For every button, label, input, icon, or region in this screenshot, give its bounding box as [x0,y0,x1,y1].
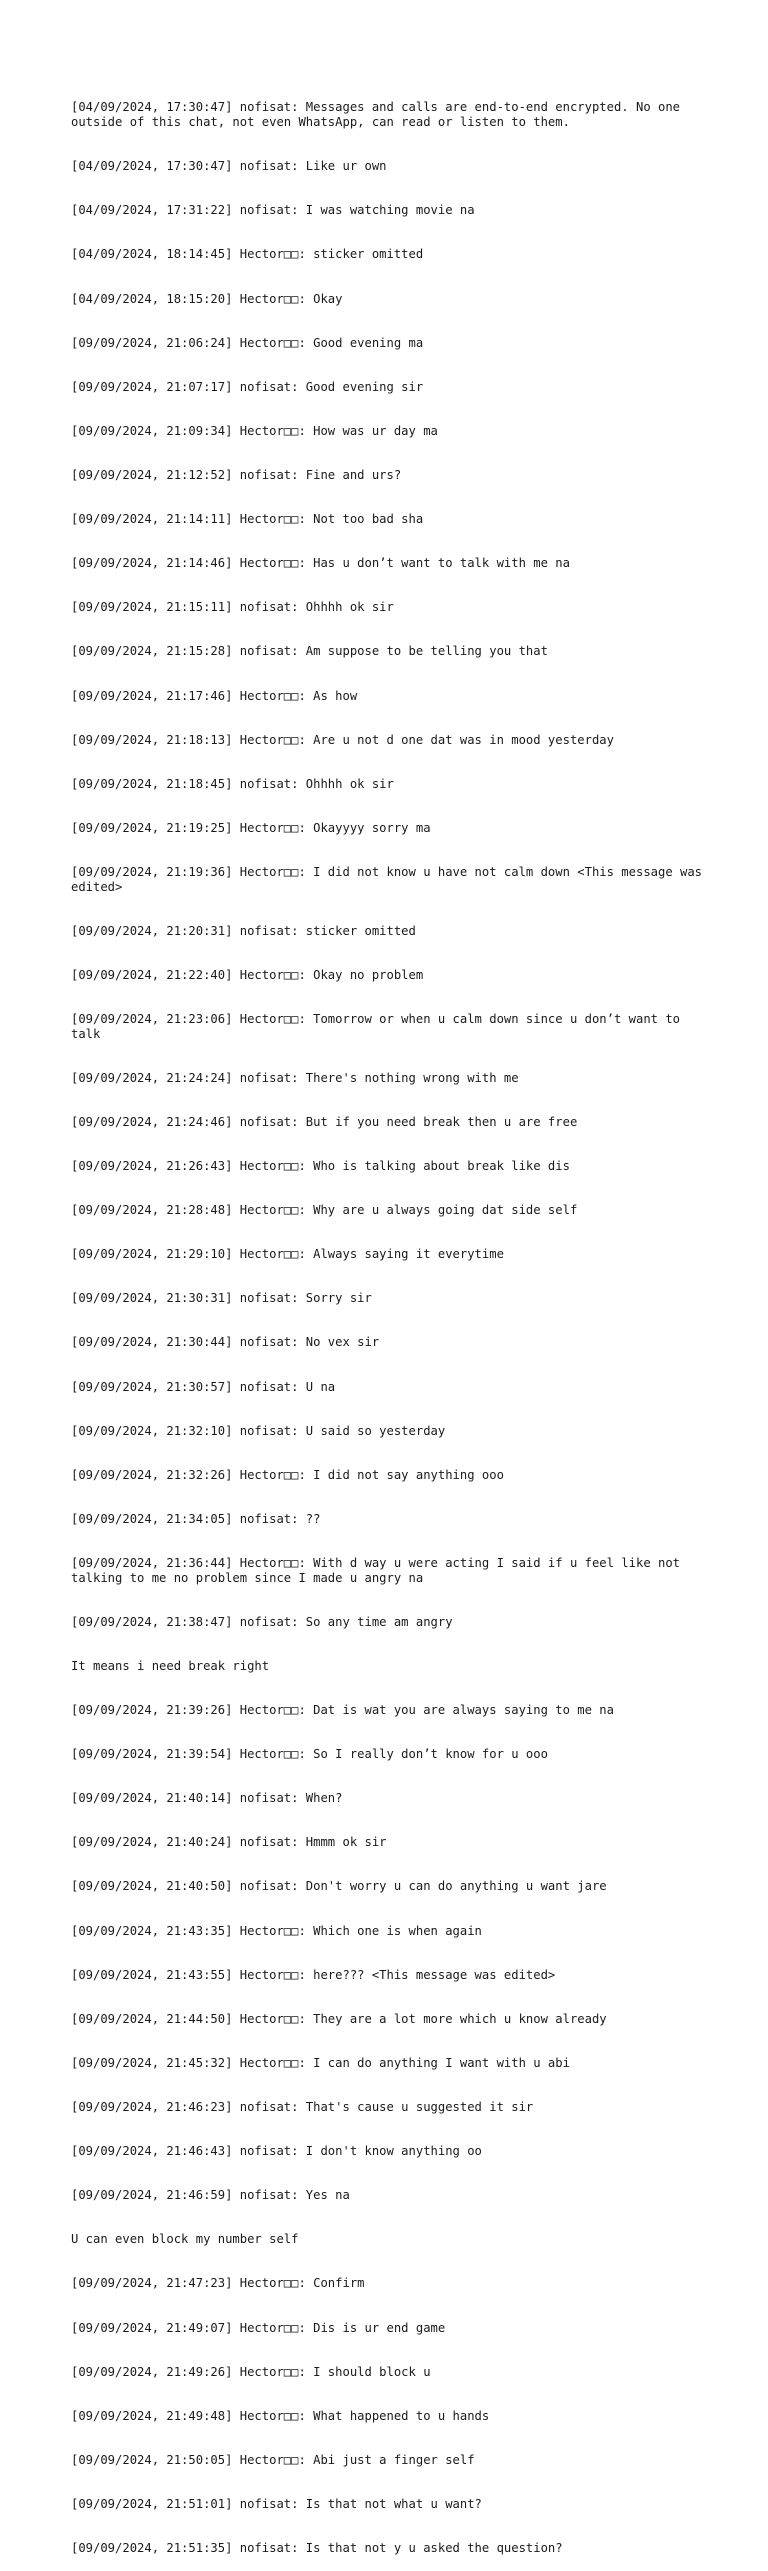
transcript-line: [04/09/2024, 17:31:22] nofisat: I was watching movie na [71,203,475,218]
transcript-line: [09/09/2024, 21:45:32] Hector□□: I can do anything I want with u abi [71,2055,570,2070]
transcript-line: [09/09/2024, 21:14:11] Hector□□: Not too bad sha [71,512,424,527]
transcript-line: [09/09/2024, 21:49:07] Hector□□: Dis is ur end game [71,2320,446,2335]
transcript-line: [09/09/2024, 21:39:54] Hector□□: So I really don’t know for u ooo [71,1747,548,1762]
transcript-line: [09/09/2024, 21:19:25] Hector□□: Okayyyy sorry ma [71,820,431,835]
transcript-line: [09/09/2024, 21:18:45] nofisat: Ohhhh ok sir [71,776,394,791]
transcript-line: [09/09/2024, 21:28:48] Hector□□: Why are u always going dat side self [71,1203,578,1218]
transcript-line: [09/09/2024, 21:32:26] Hector□□: I did not say anything ooo [71,1467,504,1482]
transcript-line: [09/09/2024, 21:12:52] nofisat: Fine and urs? [71,467,402,482]
transcript-line: [09/09/2024, 21:40:14] nofisat: When? [71,1791,343,1806]
transcript-line: [09/09/2024, 21:46:59] nofisat: Yes na [71,2188,350,2203]
transcript-line: [09/09/2024, 21:43:35] Hector□□: Which one is when again [71,1923,482,1938]
transcript-line: [09/09/2024, 21:38:47] nofisat: So any time am angry [71,1614,453,1629]
transcript-line: [09/09/2024, 21:44:50] Hector□□: They are a lot more which u know already [71,2011,607,2026]
transcript-line: [09/09/2024, 21:43:55] Hector□□: here??? <This message was edited> [71,1967,556,1982]
transcript-line: [09/09/2024, 21:30:31] nofisat: Sorry sir [71,1291,372,1306]
transcript-line: [09/09/2024, 21:20:31] nofisat: sticker omitted [71,923,416,938]
transcript-line: [09/09/2024, 21:51:35] nofisat: Is that not y u asked the question? [71,2541,563,2556]
transcript-line: [09/09/2024, 21:30:57] nofisat: U na [71,1379,336,1394]
transcript-line: [09/09/2024, 21:46:23] nofisat: That's cause u suggested it sir [71,2100,534,2115]
transcript-line: [09/09/2024, 21:50:05] Hector□□: Abi just a finger self [71,2452,475,2467]
transcript-line: [09/09/2024, 21:39:26] Hector□□: Dat is wat you are always saying to me na [71,1703,614,1718]
transcript-line: [09/09/2024, 21:49:48] Hector□□: What happened to u hands [71,2408,490,2423]
transcript-line: [09/09/2024, 21:47:23] Hector□□: Confirm [71,2276,365,2291]
transcript-line: [09/09/2024, 21:24:46] nofisat: But if you need break then u are free [71,1114,578,1129]
transcript-line: [09/09/2024, 21:40:50] nofisat: Don't worry u can do anything u want jare [71,1879,607,1894]
chat-transcript [71,71,711,2571]
transcript-line: [04/09/2024, 18:14:45] Hector□□: sticker omitted [71,247,424,262]
transcript-line: It means i need break right [71,1658,270,1673]
transcript-line: [09/09/2024, 21:26:43] Hector□□: Who is talking about break like dis [71,1159,570,1174]
transcript-line: [09/09/2024, 21:34:05] nofisat: ?? [71,1511,321,1526]
transcript-line: [09/09/2024, 21:14:46] Hector□□: Has u don’t want to talk with me na [71,556,570,571]
transcript-line: [09/09/2024, 21:32:10] nofisat: U said so yesterday [71,1423,446,1438]
transcript-line: [09/09/2024, 21:15:11] nofisat: Ohhhh ok sir [71,600,394,615]
transcript-line: [09/09/2024, 21:18:13] Hector□□: Are u not d one dat was in mood yesterday [71,732,614,747]
transcript-line: [09/09/2024, 21:24:24] nofisat: There's nothing wrong with me [71,1070,519,1085]
transcript-line: [09/09/2024, 21:23:06] Hector□□: Tomorrow or when u calm down since u don’t want to talk [71,1012,688,1041]
transcript-line: [09/09/2024, 21:15:28] nofisat: Am suppose to be telling you that [71,644,548,659]
transcript-line: [04/09/2024, 17:30:47] nofisat: Messages and calls are end-to-end encrypted. No one outside of this chat, not even WhatsApp, can read or listen to them. [71,100,688,130]
transcript-line: [09/09/2024, 21:07:17] nofisat: Good evening sir [71,379,424,394]
transcript-line: [09/09/2024, 21:22:40] Hector□□: Okay no problem [71,967,424,982]
transcript-line: [09/09/2024, 21:29:10] Hector□□: Always saying it everytime [71,1247,504,1262]
transcript-line: [09/09/2024, 21:46:43] nofisat: I don't know anything oo [71,2144,482,2159]
transcript-line: [09/09/2024, 21:06:24] Hector□□: Good evening ma [71,335,424,350]
transcript-line: [09/09/2024, 21:30:44] nofisat: No vex sir [71,1335,380,1350]
transcript-line: [09/09/2024, 21:17:46] Hector□□: As how [71,688,358,703]
transcript-line: [09/09/2024, 21:09:34] Hector□□: How was ur day ma [71,423,438,438]
transcript-line: [04/09/2024, 17:30:47] nofisat: Like ur own [71,159,387,174]
transcript-line: [09/09/2024, 21:40:24] nofisat: Hmmm ok sir [71,1835,387,1850]
transcript-line: [09/09/2024, 21:51:01] nofisat: Is that not what u want? [71,2497,482,2512]
transcript-line: [09/09/2024, 21:49:26] Hector□□: I should block u [71,2364,431,2379]
transcript-line: U can even block my number self [71,2232,299,2247]
transcript-line: [09/09/2024, 21:36:44] Hector□□: With d way u were acting I said if u feel like not talking to me no problem since I made u angry na [71,1556,688,1585]
transcript-line: [09/09/2024, 21:19:36] Hector□□: I did not know u have not calm down <This message was edited> [71,864,710,894]
transcript-line: [04/09/2024, 18:15:20] Hector□□: Okay [71,291,343,306]
